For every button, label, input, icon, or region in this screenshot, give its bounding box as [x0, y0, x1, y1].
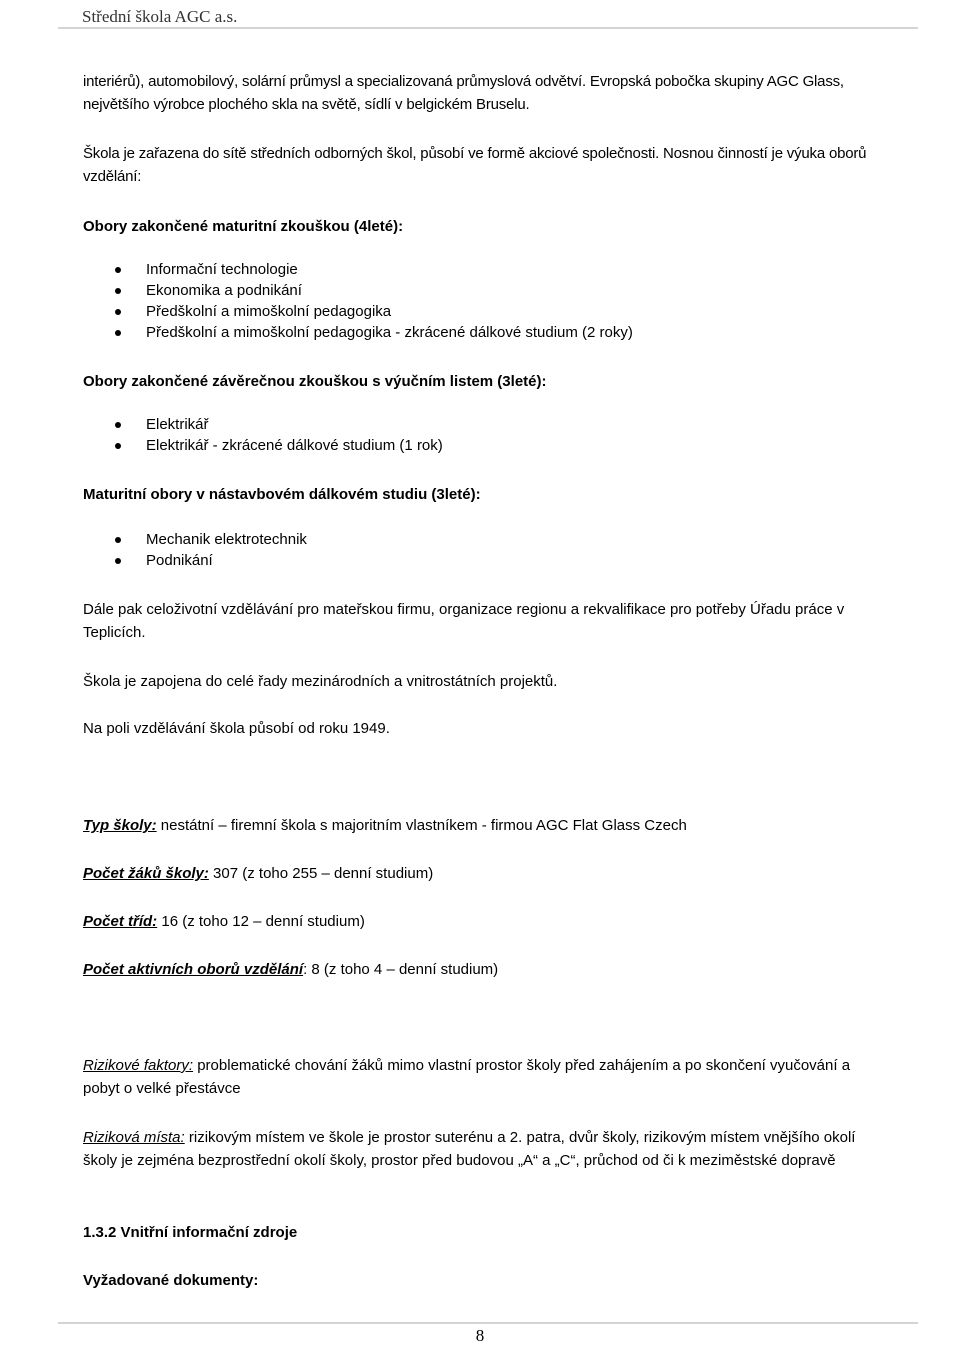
fact-class-count: Počet tříd: 16 (z toho 12 – denní studium) [83, 913, 365, 930]
projects-paragraph: Škola je zapojena do celé řady mezinárodních a vnitrostátních projektů. [83, 673, 558, 690]
footer-divider [58, 1322, 918, 1324]
bullet-icon [115, 537, 121, 543]
required-documents-heading: Vyžadované dokumenty: [83, 1272, 259, 1289]
fact-pupil-count: Počet žáků školy: 307 (z toho 255 – denní studium) [83, 865, 434, 882]
school-type-paragraph: Škola je zařazena do sítě středních odborných škol, působí ve formě akciové společnosti. Nosnou činností je výuka oborů vzdělání: [83, 145, 867, 185]
bullet-icon [115, 267, 121, 273]
field-list-distance [83, 529, 879, 571]
section-heading: Maturitní obory v nástavbovém dálkovém studiu (3leté): [83, 486, 481, 503]
list-item: Mechanik elektrotechnik [83, 529, 879, 550]
field-list-vocational [83, 414, 879, 456]
page-number: 8 [475, 1326, 485, 1345]
since-paragraph: Na poli vzdělávání škola působí od roku 1949. [83, 720, 390, 737]
risk-factors: Rizikové faktory: problematické chování žáků mimo vlastní prostor školy před zahájením a po skončení vyučování a pobyt o velké přestávce [83, 1057, 851, 1097]
field-list-maturita [83, 259, 879, 343]
section-heading: Obory zakončené maturitní zkouškou (4leté): [83, 218, 404, 235]
list-item: Předškolní a mimoškolní pedagogika [83, 301, 879, 322]
list-item: Elektrikář [83, 414, 879, 435]
bullet-icon [115, 288, 121, 294]
list-item: Ekonomika a podnikání [83, 280, 879, 301]
list-item: Elektrikář - zkrácené dálkové studium (1 rok) [83, 435, 879, 456]
bullet-icon [115, 558, 121, 564]
page-header [0, 0, 960, 34]
page-footer [0, 1318, 960, 1356]
fact-school-type: Typ školy: nestátní – firemní škola s majoritním vlastníkem - firmou AGC Flat Glass Czech [83, 817, 687, 834]
list-item: Informační technologie [83, 259, 879, 280]
header-title: Střední škola AGC a.s. [82, 7, 238, 26]
list-item: Předškolní a mimoškolní pedagogika - zkrácené dálkové studium (2 roky) [83, 322, 879, 343]
bullet-icon [115, 309, 121, 315]
bullet-icon [115, 422, 121, 428]
bullet-icon [115, 443, 121, 449]
section-heading: Obory zakončené závěrečnou zkouškou s výučním listem (3leté): [83, 373, 547, 390]
risk-places: Riziková místa: rizikovým místem ve škole je prostor suterénu a 2. patra, dvůr školy, rizikovým místem vnějšího okolí školy je zejména bezprostřední okolí školy, prostor před budovou „A“ a „C“, průchod od či k meziměstské dopravě [83, 1129, 856, 1169]
lifelong-paragraph: Dále pak celoživotní vzdělávání pro mateřskou firmu, organizace regionu a rekvalifikace pro potřeby Úřadu práce v Teplicích. [83, 601, 845, 641]
header-divider [58, 27, 918, 29]
bullet-icon [115, 330, 121, 336]
subsection-title: 1.3.2 Vnitřní informační zdroje [83, 1224, 298, 1241]
intro-paragraph: interiérů), automobilový, solární průmysl a specializovaná průmyslová odvětví. Evropská pobočka skupiny AGC Glass, největšího výrobce plochého skla na světě, sídlí v belgickém Bruselu. [83, 73, 844, 113]
list-item: Podnikání [83, 550, 879, 571]
fact-active-fields: Počet aktivních oborů vzdělání: 8 (z toho 4 – denní studium) [83, 961, 499, 978]
